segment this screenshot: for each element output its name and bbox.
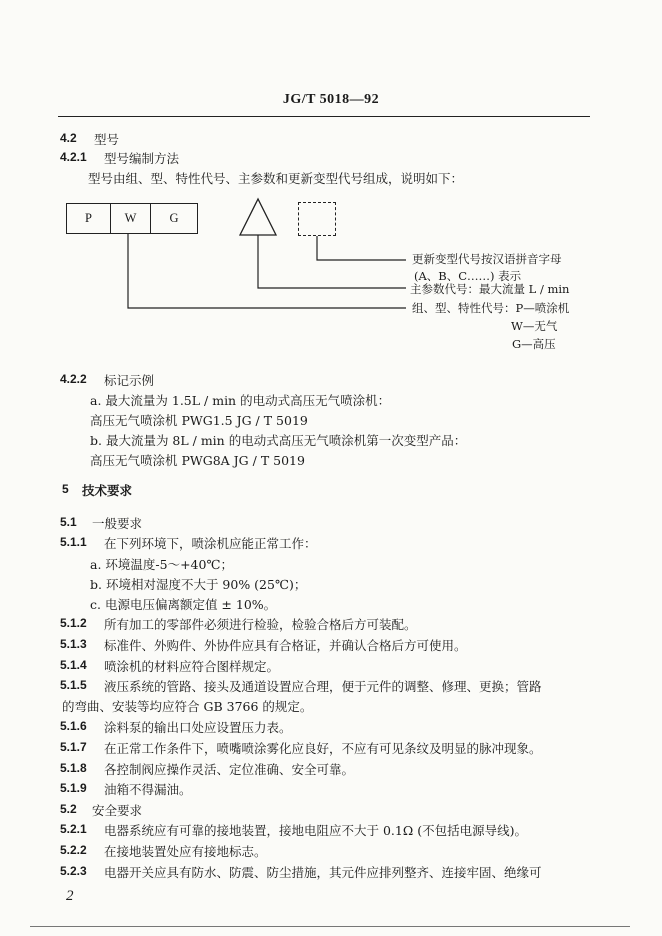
group-label-g: G—高压 — [512, 337, 556, 351]
code-box-p: P — [66, 203, 111, 234]
clause-number: 5.1.3 — [60, 637, 87, 651]
clause-text: 标准件、外购件、外协件应具有合格证，并确认合格后方可使用。 — [104, 638, 467, 653]
clause-text: 电器开关应具有防水、防震、防尘措施，其元件应排列整齐、连接牢固、绝缘可 — [104, 865, 542, 880]
param-leader — [258, 235, 406, 288]
variant-label-letters: (A、B、C……) 表示 — [414, 269, 522, 283]
clause-text: 在正常工作条件下，喷嘴喷涂雾化应良好，不应有可见条纹及明显的脉冲现象。 — [104, 741, 542, 756]
clause-text: 液压系统的管路、接头及通道设置应合理，便于元件的调整、修理、更换；管路 — [104, 679, 542, 694]
param-triangle — [240, 199, 276, 235]
clause-text: 所有加工的零部件必须进行检验，检验合格后方可装配。 — [104, 617, 417, 632]
bottom-edge-line — [30, 926, 630, 927]
clause-text: 各控制阀应操作灵活、定位准确、安全可靠。 — [104, 762, 355, 777]
section-title: 型号编制方法 — [104, 151, 180, 166]
clause-number: 5.1.9 — [60, 781, 87, 795]
section-title: 一般要求 — [92, 516, 143, 531]
page-number: 2 — [66, 888, 74, 904]
clause-number: 5.2.3 — [60, 864, 87, 878]
list-item: a. 环境温度-5～+40℃； — [90, 557, 233, 572]
paragraph: 型号由组、型、特性代号、主参数和更新变型代号组成，说明如下： — [88, 171, 464, 186]
clause-text: 涂料泵的输出口处应设置压力表。 — [104, 720, 292, 735]
standard-code: JG/T 5018—92 — [282, 92, 380, 107]
param-label: 主参数代号：最大流量 L / min — [410, 282, 570, 296]
clause-number: 5.1.8 — [60, 761, 87, 775]
code-box-g: G — [150, 203, 198, 234]
list-item: b. 环境相对湿度不大于 90% (25℃)； — [90, 577, 307, 592]
variant-label: 更新变型代号按汉语拼音字母 — [412, 252, 562, 266]
clause-text: 电器系统应有可靠的接地装置，接地电阻应不大于 0.1Ω (不包括电源导线)。 — [104, 823, 527, 838]
section-number: 5.1 — [60, 515, 77, 529]
clause-number: 5.1.1 — [60, 535, 87, 549]
section-number: 5 — [62, 482, 69, 496]
group-label-w: W—无气 — [511, 319, 558, 333]
example-a-mark: 高压无气喷涂机 PWG1.5 JG / T 5019 — [90, 413, 308, 428]
clause-number: 5.1.5 — [60, 678, 87, 692]
clause-number: 5.2.1 — [60, 822, 87, 836]
clause-text-continued: 的弯曲、安装等均应符合 GB 3766 的规定。 — [62, 699, 313, 714]
clause-text: 喷涂机的材料应符合图样规定。 — [104, 659, 280, 674]
clause-number: 5.1.6 — [60, 719, 87, 733]
clause-number: 5.2.2 — [60, 843, 87, 857]
example-b-mark: 高压无气喷涂机 PWG8A JG / T 5019 — [90, 453, 305, 468]
clause-number: 5.1.4 — [60, 658, 87, 672]
example-b: b. 最大流量为 8L / min 的电动式高压无气喷涂机第一次变型产品： — [90, 433, 467, 448]
section-number: 4.2.1 — [60, 150, 87, 164]
clause-text: 在下列环境下，喷涂机应能正常工作： — [104, 536, 317, 551]
clause-number: 5.1.2 — [60, 616, 87, 630]
variant-leader — [317, 236, 406, 260]
section-title: 技术要求 — [82, 483, 133, 498]
clause-text: 油箱不得漏油。 — [104, 782, 192, 797]
section-number: 5.2 — [60, 802, 77, 816]
clause-number: 5.1.7 — [60, 740, 87, 754]
section-title: 标记示例 — [104, 373, 155, 388]
code-box-w: W — [110, 203, 151, 234]
section-title: 型号 — [94, 132, 120, 147]
clause-text: 在接地装置处应有接地标志。 — [104, 844, 267, 859]
group-leader — [128, 234, 406, 308]
section-number: 4.2 — [60, 131, 77, 145]
example-a: a. 最大流量为 1.5L / min 的电动式高压无气喷涂机： — [90, 393, 391, 408]
group-label: 组、型、特性代号：P—喷涂机 — [412, 301, 570, 315]
section-number: 4.2.2 — [60, 372, 87, 386]
list-item: c. 电源电压偏离额定值 ± 10%。 — [90, 597, 277, 612]
section-title: 安全要求 — [92, 803, 143, 818]
